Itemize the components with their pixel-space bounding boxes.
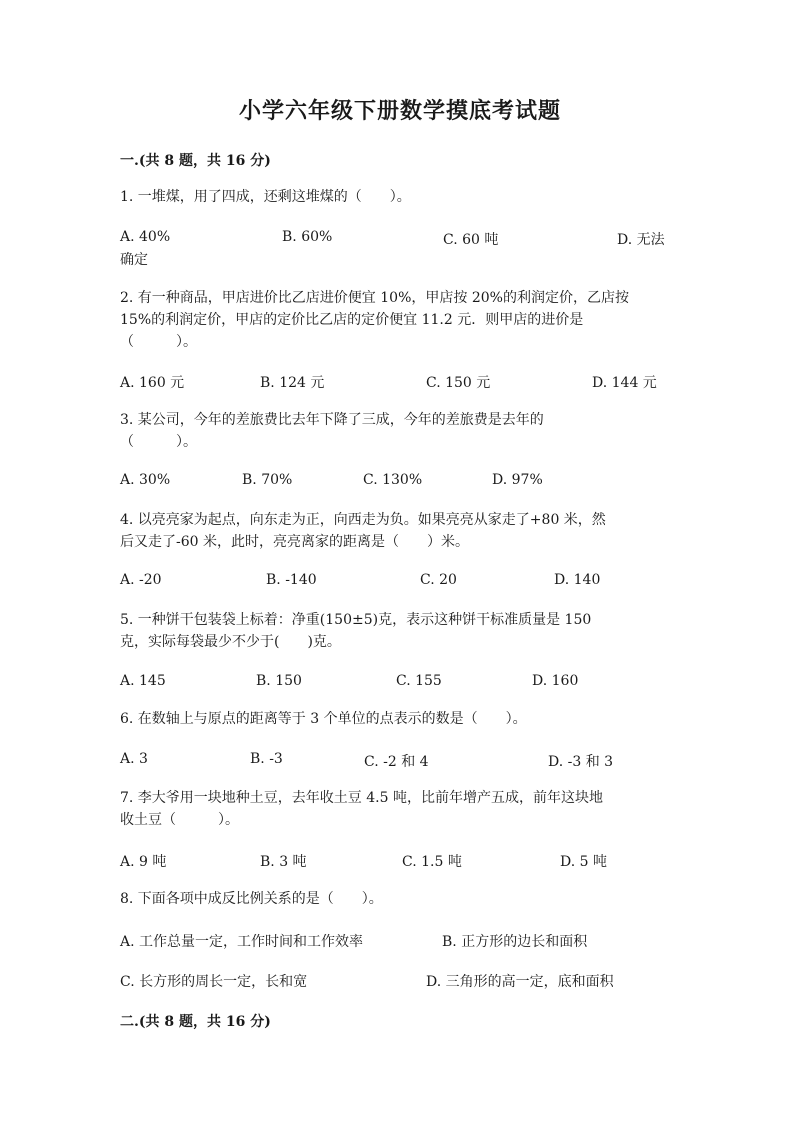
option-c: C. 1.5 吨 (402, 854, 462, 870)
option-a: A. 145 (120, 673, 166, 689)
option-d: D. 97% (492, 472, 543, 488)
option-a: A. 30% (120, 472, 171, 488)
option-a: A. -20 (120, 572, 162, 588)
option-c: C. 长方形的周长一定，长和宽 (120, 974, 308, 990)
question-3 (120, 409, 665, 453)
question-text-line: 收土豆（ ）。 (120, 812, 239, 828)
option-d: D. -3 和 3 (548, 754, 614, 770)
question-8 (120, 888, 665, 910)
option-b: B. 3 吨 (260, 854, 307, 870)
option-c: C. 60 吨 (443, 232, 499, 248)
question-text-line: 2. 有一种商品，甲店进价比乙店进价便宜 10%，甲店按 20%的利润定价，乙店按 (120, 290, 629, 306)
option-d-continued: 确定 (120, 252, 148, 268)
question-5 (120, 609, 665, 653)
page-title: 小学六年级下册数学摸底考试题 (238, 98, 561, 124)
option-d: D. 140 (554, 572, 601, 588)
question-1 (120, 186, 665, 208)
option-d: D. 三角形的高一定，底和面积 (426, 974, 614, 990)
question-text-line: 15%的利润定价，甲店的定价比乙店的定价便宜 11.2 元．则甲店的进价是 (120, 312, 584, 328)
option-d: D. 144 元 (592, 375, 657, 391)
question-6 (120, 708, 665, 730)
question-text-line: 后又走了-60 米，此时，亮亮离家的距离是（ ）米。 (120, 534, 469, 550)
question-text-line: 3. 某公司，今年的差旅费比去年下降了三成，今年的差旅费是去年的 (120, 412, 544, 428)
option-d: D. 5 吨 (560, 854, 607, 870)
option-b: B. 124 元 (260, 375, 325, 391)
option-c: C. -2 和 4 (364, 754, 429, 770)
section-heading-1: 一.(共 8 题，共 16 分) (120, 153, 271, 169)
question-7 (120, 787, 665, 831)
question-4 (120, 509, 665, 553)
option-a: A. 40% (120, 229, 171, 245)
option-b: B. -140 (266, 572, 317, 588)
options-q1 (120, 229, 680, 269)
question-text-line: 7. 李大爷用一块地种土豆，去年收土豆 4.5 吨，比前年增产五成，前年这块地 (120, 790, 603, 806)
option-c: C. 150 元 (426, 375, 491, 391)
question-text-line: 8. 下面各项中成反比例关系的是（ ）。 (120, 891, 383, 907)
option-b: B. 150 (256, 673, 302, 689)
option-b: B. 正方形的边长和面积 (442, 934, 588, 950)
question-text-line: 5. 一种饼干包装袋上标着：净重(150±5)克，表示这种饼干标准质量是 150 (120, 612, 592, 628)
question-text-line: 克，实际每袋最少不少于( )克。 (120, 634, 341, 650)
option-a: A. 3 (120, 751, 148, 767)
option-a: A. 9 吨 (120, 854, 167, 870)
question-text-line: （ ）。 (120, 334, 197, 350)
option-c: C. 130% (363, 472, 423, 488)
question-text-line: 1. 一堆煤，用了四成，还剩这堆煤的（ ）。 (120, 189, 411, 205)
option-a: A. 工作总量一定，工作时间和工作效率 (120, 934, 364, 950)
option-b: B. -3 (250, 751, 283, 767)
question-text-line: 6. 在数轴上与原点的距离等于 3 个单位的点表示的数是（ ）。 (120, 711, 527, 727)
option-a: A. 160 元 (120, 375, 185, 391)
section-heading-2: 二.(共 8 题，共 16 分) (120, 1014, 271, 1030)
question-text-line: 4. 以亮亮家为起点，向东走为正，向西走为负。如果亮亮从家走了+80 米，然 (120, 512, 606, 528)
option-d: D. 160 (532, 673, 579, 689)
question-text-line: （ ）。 (120, 434, 197, 450)
option-b: B. 70% (242, 472, 293, 488)
option-b: B. 60% (282, 229, 333, 245)
option-d: D. 无法 (617, 232, 665, 248)
option-c: C. 20 (420, 572, 457, 588)
option-c: C. 155 (396, 673, 442, 689)
question-2 (120, 287, 665, 353)
